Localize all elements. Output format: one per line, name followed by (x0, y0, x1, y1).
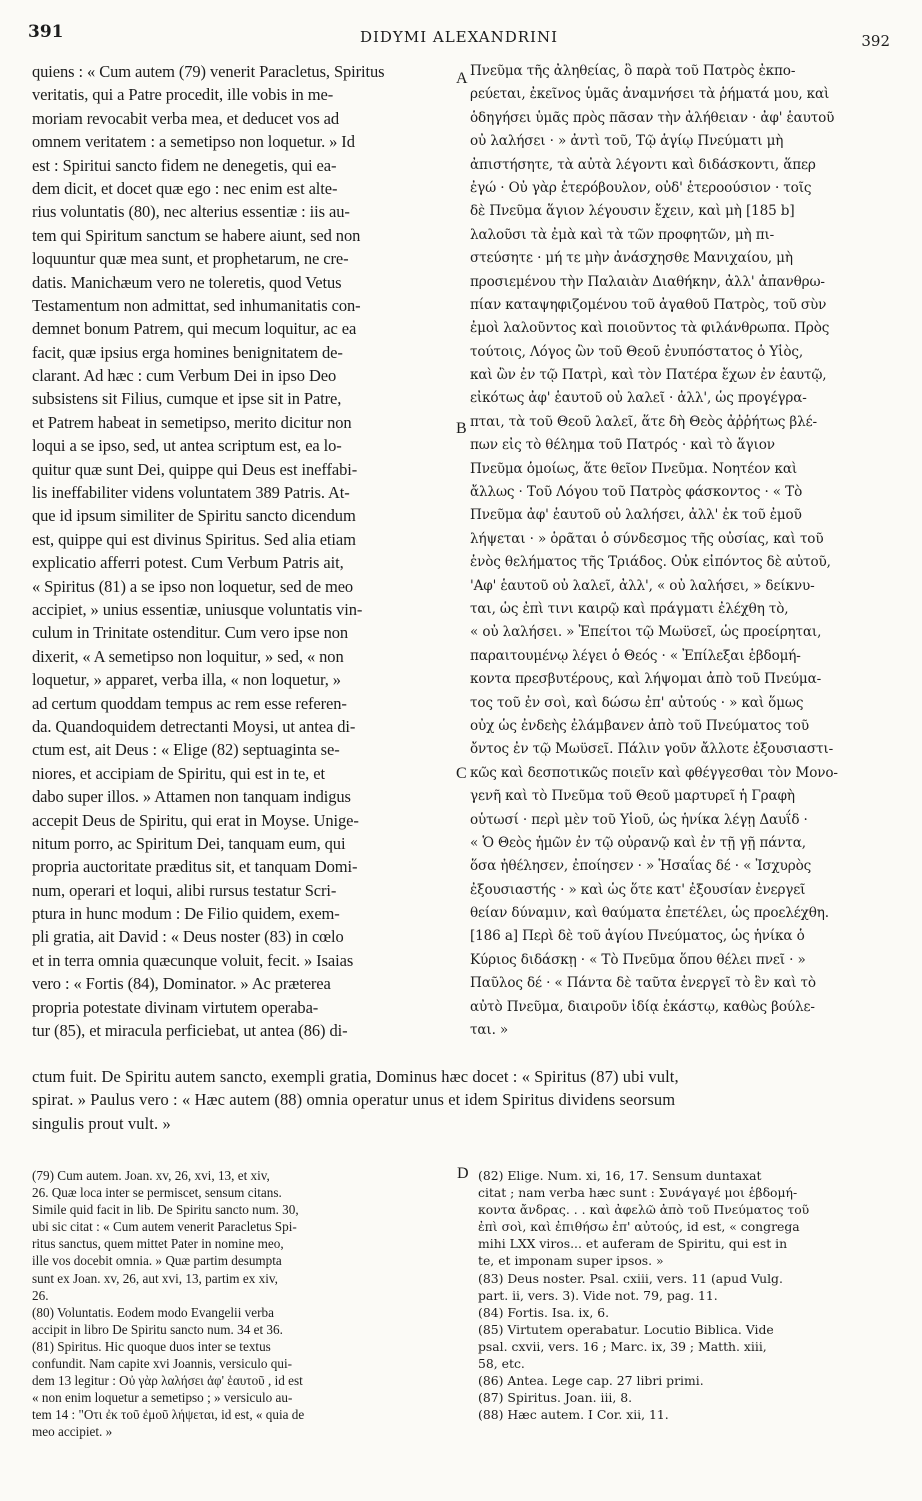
footnote-line: ille vos docebit omnia. » Quæ partim desumpta (32, 1253, 282, 1269)
footnote-line: (85) Virtutem operabatur. Locutio Biblica. Vide (478, 1321, 774, 1337)
greek-text-line: πων εἰς τὸ θέλημα τοῦ Πατρός · καὶ τὸ ἅγιον (470, 437, 775, 454)
latin-text-line: subsistens sit Filius, cumque et ipse sit in Patre, (32, 389, 342, 409)
footnote-line: ritus sanctus, quem mittet Pater in nomine meo, (32, 1236, 284, 1252)
greek-text-line: ὁδηγήσει ὑμᾶς πρὸς πᾶσαν τὴν ἀλήθειαν · ἀφ' ἑαυτοῦ (470, 109, 835, 126)
greek-text-line: Πνεῦμα τῆς ἀληθείας, ὃ παρὰ τοῦ Πατρὸς ἐκπο- (470, 63, 796, 79)
margin-marker-a: A (456, 70, 468, 87)
latin-text-line: pli gratia, ait David : « Deus noster (83) in cœlo (32, 927, 344, 947)
latin-text-line: veritatis, qui a Patre procedit, ille vobis in me- (32, 85, 334, 105)
greek-text-line: ται, ὡς ἐπὶ τινι καιρῷ καὶ πράγματι ἐλέχθη τὸ, (470, 600, 789, 617)
greek-text-line: πίαν καταψηφιζομένου τοῦ ἀγαθοῦ Πατρὸς, τοῦ σὺν (470, 296, 827, 313)
footnote-line: dem 13 legitur : Οὐ γὰρ λαλήσει ἀφ' ἑαυτοῦ , id est (32, 1373, 303, 1389)
greek-text-line: τούτοις, Λόγος ὢν τοῦ Θεοῦ ἐνυπόστατος ὁ Υἱὸς, (470, 343, 804, 360)
footnote-line: Simile quid facit in lib. De Spiritu sancto num. 30, (32, 1202, 299, 1218)
page-number-right: 392 (861, 32, 890, 50)
footnote-line: confundit. Nam capite xvi Joannis, versiculo qui- (32, 1356, 293, 1372)
latin-text-line: niores, et accipiam de Spiritu, qui est in te, et (32, 763, 325, 783)
latin-text-line: demnet bonum Patrem, qui mecum loquitur, ac ea (32, 319, 357, 339)
greek-text-line: λαλοῦσι τὰ ἐμὰ καὶ τὰ τῶν προφητῶν, μὴ πι- (470, 226, 775, 243)
greek-text-line: ὄντος ἐν τῷ Μωϋσεῖ. Πάλιν γοῦν ἄλλοτε ἐξουσιαστι- (470, 741, 834, 758)
latin-text-line: ctum est, ait Deus : « Elige (82) septuaginta se- (32, 740, 340, 760)
latin-text-line: loquuntur quæ mea sunt, et prophetarum, ne cre- (32, 249, 349, 269)
greek-text-line: γενῆ καὶ τὸ Πνεῦμα τοῦ Θεοῦ μαρτυρεῖ ἡ Γραφὴ (470, 788, 795, 805)
latin-text-line: et in terra omnia quæcunque voluit, fecit. » Isaias (32, 950, 354, 970)
greek-text-line: θείαν δύναμιν, καὶ θαύματα ἐπετέλει, ὡς προελέχθη. (470, 905, 829, 922)
latin-text-line: lis ineffabiliter videns voluntatem 389 Patris. At- (32, 483, 350, 503)
greek-text-line: πται, τὰ τοῦ Θεοῦ λαλεῖ, ἅτε δὴ Θεὸς ἀῤῥήτως βλέ- (470, 413, 817, 430)
latin-text-line: ad certum quoddam tempus ac rem esse referen- (32, 693, 347, 713)
greek-column (470, 60, 890, 1042)
margin-marker-c: C (456, 765, 467, 782)
greek-text-line: στεύσητε · μή τε μὴν ἀνάσχησθε Μανιχαίου, μὴ (470, 250, 793, 267)
margin-marker-d: D (457, 1165, 469, 1182)
greek-text-line: « οὐ λαλήσει. » Ἐπείτοι τῷ Μωϋσεῖ, ὡς προείρηται, (470, 624, 822, 641)
greek-text-line: Κύριος διδάσκῃ · « Τὸ Πνεῦμα ὅπου θέλει πνεῖ · » (470, 951, 806, 968)
page-number-left: 391 (28, 22, 64, 42)
greek-text-line: παραιτουμένῳ λέγει ὁ Θεός · « Ἐπίλεξαι ἑβδομή- (470, 647, 801, 664)
latin-text-line: rius voluntatis (80), nec alterius essentiæ : iis au- (32, 202, 350, 222)
latin-text-line: propria potestate divinam virtutem operaba- (32, 997, 319, 1017)
greek-text-line: [186 a] Περὶ δὲ τοῦ ἁγίου Πνεύματος, ὡς ἡνίκα ὁ (470, 928, 805, 945)
footnote-line: 26. Quæ loca inter se permiscet, sensum citans. (32, 1185, 282, 1201)
greek-text-line: Παῦλος δέ · « Πάντα δὲ ταῦτα ἐνεργεῖ τὸ ἓν καὶ τὸ (470, 975, 816, 992)
greek-text-line: τος τοῦ ἐν σοὶ, καὶ δώσω ἐπ' αὐτούς · » καὶ ὅμως (470, 694, 804, 711)
footnote-line: (84) Fortis. Isa. ix, 6. (478, 1304, 610, 1320)
footnote-line: (88) Hæc autem. I Cor. xii, 11. (478, 1407, 669, 1423)
footnote-line: meo accipiet. » (32, 1424, 113, 1440)
latin-text-line: quiens : « Cum autem (79) venerit Paracletus, Spiritus (32, 62, 385, 81)
greek-text-line: προσιεμένου τὴν Παλαιὰν Διαθήκην, ἀλλ' ἀπανθρω- (470, 273, 825, 290)
footnote-line: part. ii, vers. 3). Vide not. 79, pag. 11. (478, 1287, 718, 1303)
footnote-line: « non enim loquetur a semetipso ; » versiculo au- (32, 1390, 293, 1406)
greek-text-line: δὲ Πνεῦμα ἅγιον λέγουσιν ἔχειν, καὶ μὴ [185 b] (470, 203, 795, 220)
greek-text-line: οὐχ ὡς ἐνδεὴς ἐλάμβανεν ἀπὸ τοῦ Πνεύματος τοῦ (470, 717, 809, 734)
latin-text-line: « Spiritus (81) a se ipso non loquetur, sed de meo (32, 576, 354, 596)
greek-text-line: καὶ ὢν ἐν τῷ Πατρὶ, καὶ τὸν Πατέρα ἔχων ἐν ἑαυτῷ, (470, 367, 827, 384)
latin-text-line: accepit Deus de Spiritu, qui erat in Moyse. Unige- (32, 810, 359, 830)
latin-text-line: nitum porro, ac Spiritum Dei, tanquam eum, qui (32, 833, 346, 853)
footnote-line: (81) Spiritus. Hic quoque duos inter se textus (32, 1338, 271, 1354)
latin-text-line: dem dicit, et docet quæ ego : nec enim est alte- (32, 178, 338, 198)
page-header (28, 18, 890, 52)
greek-text-line: Πνεῦμα ὁμοίως, ἅτε θεῖον Πνεῦμα. Νοητέον καὶ (470, 460, 798, 477)
footnote-line: κοντα ἄνδρας. . . καὶ ἀφελῶ ἀπὸ τοῦ Πνεύματος τοῦ (478, 1202, 810, 1218)
fullwidth-text-line: singulis prout vult. » (32, 1113, 171, 1133)
footnote-line: (83) Deus noster. Psal. cxiii, vers. 11 (apud Vulg. (478, 1270, 783, 1286)
greek-text-line: αὐτὸ Πνεῦμα, διαιροῦν ἰδίᾳ ἑκάστῳ, καθὼς βούλε- (470, 998, 815, 1015)
latin-text-line: da. Quandoquidem detrectanti Moysi, ut antea di- (32, 716, 356, 736)
greek-text-line: 'Αφ' ἑαυτοῦ οὐ λαλεῖ, ἀλλ', « οὐ λαλήσει, » δείκνυ- (470, 577, 815, 594)
latin-text-line: moriam revocabit verba mea, et deducet vos ad (32, 108, 340, 128)
latin-column (32, 60, 452, 1042)
greek-text-line: ἐξουσιαστής · » καὶ ὡς ὅτε κατ' ἐξουσίαν ἐνεργεῖ (470, 881, 806, 898)
greek-text-line: κῶς καὶ δεσποτικῶς ποιεῖν καὶ φθέγγεσθαι τὸν Μονο- (470, 764, 838, 781)
latin-text-line: facit, quæ ipsius erga homines benignitatem de- (32, 342, 343, 362)
greek-text-line: ἑνὸς θελήματος τῆς Τριάδος. Οὐκ εἰπόντος δὲ αὐτοῦ, (470, 554, 831, 571)
greek-text-line: ται. » (470, 1022, 509, 1039)
footnote-line: mihi LXX viros... et auferam de Spiritu, qui est in (478, 1236, 788, 1252)
latin-text-line: que id ipsum similiter de Spiritu sancto dicendum (32, 506, 356, 526)
greek-text-line: Πνεῦμα ἀφ' ἑαυτοῦ οὐ λαλήσει, ἀλλ' ἐκ τοῦ ἐμοῦ (470, 507, 802, 524)
footnote-line: accipit in libro De Spiritu sancto num. 34 et 36. (32, 1321, 283, 1337)
greek-text-line: « Ὁ Θεὸς ἡμῶν ἐν τῷ οὐρανῷ καὶ ἐν τῇ γῇ πάντα, (470, 834, 806, 851)
latin-text-line: dixerit, « A semetipso non loquitur, » sed, « non (32, 646, 344, 666)
latin-text-line: loquetur, » apparet, verba illa, « non loquetur, » (32, 670, 341, 690)
footnote-line: tem 14 : "Οτι ἐκ τοῦ ἐμοῦ λήψεται, id est, « quia de (32, 1407, 305, 1423)
latin-text-line: datis. Manichæum vero ne toleretis, quod Vetus (32, 272, 342, 292)
footnote-line: 26. (32, 1287, 49, 1303)
latin-text-line: Testamentum non admittat, sed inhumanitatis con- (32, 295, 361, 315)
greek-text-line: ἀπιστήσητε, τὰ αὐτὰ λέγοντι καὶ διδάσκοντι, ἅπερ (470, 156, 816, 173)
greek-text-line: ρεύεται, ἐκεῖνος ὑμᾶς ἀναμνήσει τὰ ῥήματά μου, καὶ (470, 86, 830, 103)
latin-text-line: num, operari et loqui, alibi rursus testatur Scri- (32, 880, 337, 900)
footnote-line: (82) Elige. Num. xi, 16, 17. Sensum duntaxat (478, 1168, 762, 1183)
greek-text-line: λήψεται · » ὁρᾶται ὁ σύνδεσμος τῆς οὐσίας, καὶ τοῦ (470, 530, 824, 547)
footnote-line: (80) Voluntatis. Eodem modo Evangelii verba (32, 1304, 274, 1320)
greek-text-line: ἄλλως · Τοῦ Λόγου τοῦ Πατρὸς φάσκοντος · « Τὸ (470, 484, 803, 501)
footnote-line: (87) Spiritus. Joan. iii, 8. (478, 1390, 633, 1406)
latin-text-line: tem qui Spiritum sanctum se habere aiunt, sed non (32, 225, 361, 245)
greek-text-line: εἰκότως ἀφ' ἑαυτοῦ οὐ λαλεῖ · ἀλλ', ὡς προγέγρα- (470, 390, 807, 407)
running-title: DIDYMI ALEXANDRINI (359, 28, 559, 46)
latin-text-line: omnem veritatem : a semetipso non loquetur. » Id (32, 132, 355, 152)
fullwidth-text-line: spirat. » Paulus vero : « Hæc autem (88) omnia operatur unus et idem Spiritus dividens seorsum (32, 1090, 676, 1110)
greek-text-line: οὑτωσί · περὶ μὲν τοῦ Υἱοῦ, ὡς ἡνίκα λέγῃ Δαυΐδ · (470, 811, 808, 828)
footnote-line: citat ; nam verba hæc sunt : Συνάγαγέ μοι ἑβδομή- (478, 1185, 798, 1201)
latin-text-line: loqui a se ipso, sed, ut antea scriptum est, ea lo- (32, 436, 342, 456)
footnote-line: te, et imponam super ipsos. » (478, 1253, 664, 1269)
latin-text-line: culum in Trinitate ostenditur. Cum vero ipse non (32, 623, 349, 643)
fullwidth-text (32, 1065, 892, 1135)
footnote-line: (86) Antea. Lege cap. 27 libri primi. (478, 1373, 704, 1389)
latin-text-line: tur (85), et miracula perficiebat, ut antea (86) di- (32, 1021, 348, 1041)
footnotes-right (478, 1167, 890, 1423)
footnote-line: ἐπὶ σοὶ, καὶ ἐπιθήσω ἐπ' αὐτούς, id est, « congrega (478, 1219, 800, 1235)
footnote-line: ubi sic citat : « Cum autem venerit Paracletus Spi- (32, 1219, 297, 1235)
fullwidth-text-line: ctum fuit. De Spiritu autem sancto, exempli gratia, Dominus hæc docet : « Spiritus (87) ubi vult, (32, 1067, 679, 1086)
latin-text-line: quitur quæ sunt Dei, quippe qui Deus est ineffabi- (32, 459, 358, 479)
latin-text-line: et Patrem habeat in semetipso, merito dicitur non (32, 412, 352, 432)
latin-text-line: est : Spiritui sancto fidem ne denegetis, qui ea- (32, 155, 337, 175)
margin-marker-b: B (456, 420, 467, 437)
latin-text-line: est, quippe qui est divinus Spiritus. Sed alia etiam (32, 529, 356, 549)
latin-text-line: dabo super illos. » Attamen non tanquam indigus (32, 787, 351, 807)
greek-text-line: κοντα πρεσβυτέρους, καὶ λήψομαι ἀπὸ τοῦ Πνεύμα- (470, 671, 822, 688)
footnote-line: (79) Cum autem. Joan. xv, 26, xvi, 13, et xiv, (32, 1168, 270, 1183)
greek-text-line: ἐμοὶ λαλοῦντος καὶ ποιοῦντος τὰ φιλάνθρωπα. Πρὸς (470, 320, 830, 337)
latin-text-line: propria auctoritate præditus sit, et tanquam Domi- (32, 857, 358, 877)
greek-text-line: ὅσα ἠθέλησεν, ἐποίησεν · » Ἡσαΐας δέ · « Ἰσχυρὸς (470, 858, 812, 875)
footnote-line: 58, etc. (478, 1356, 525, 1372)
greek-text-line: ἐγώ · Οὐ γὰρ ἑτερόβουλον, οὐδ' ἑτεροούσιον · τοῖς (470, 179, 812, 196)
greek-text-line: οὐ λαλήσει · » ἀντὶ τοῦ, Τῷ ἁγίῳ Πνεύματι μὴ (470, 133, 784, 150)
footnote-line: psal. cxvii, vers. 16 ; Marc. ix, 39 ; Matth. xiii, (478, 1338, 767, 1354)
latin-text-line: accipiet, » unius essentiæ, uniusque voluntatis vin- (32, 599, 363, 619)
latin-text-line: vero : « Fortis (84), Dominator. » Ac præterea (32, 974, 331, 994)
latin-text-line: explicatio afferri potest. Cum Verbum Patris ait, (32, 553, 344, 573)
latin-text-line: ptura in hunc modum : De Filio quidem, exem- (32, 904, 340, 924)
footnote-line: sunt ex Joan. xv, 26, aut xvi, 13, partim ex xiv, (32, 1270, 278, 1286)
latin-text-line: clarant. Ad hæc : cum Verbum Dei in ipso Deo (32, 366, 337, 386)
footnotes-left (32, 1167, 450, 1441)
